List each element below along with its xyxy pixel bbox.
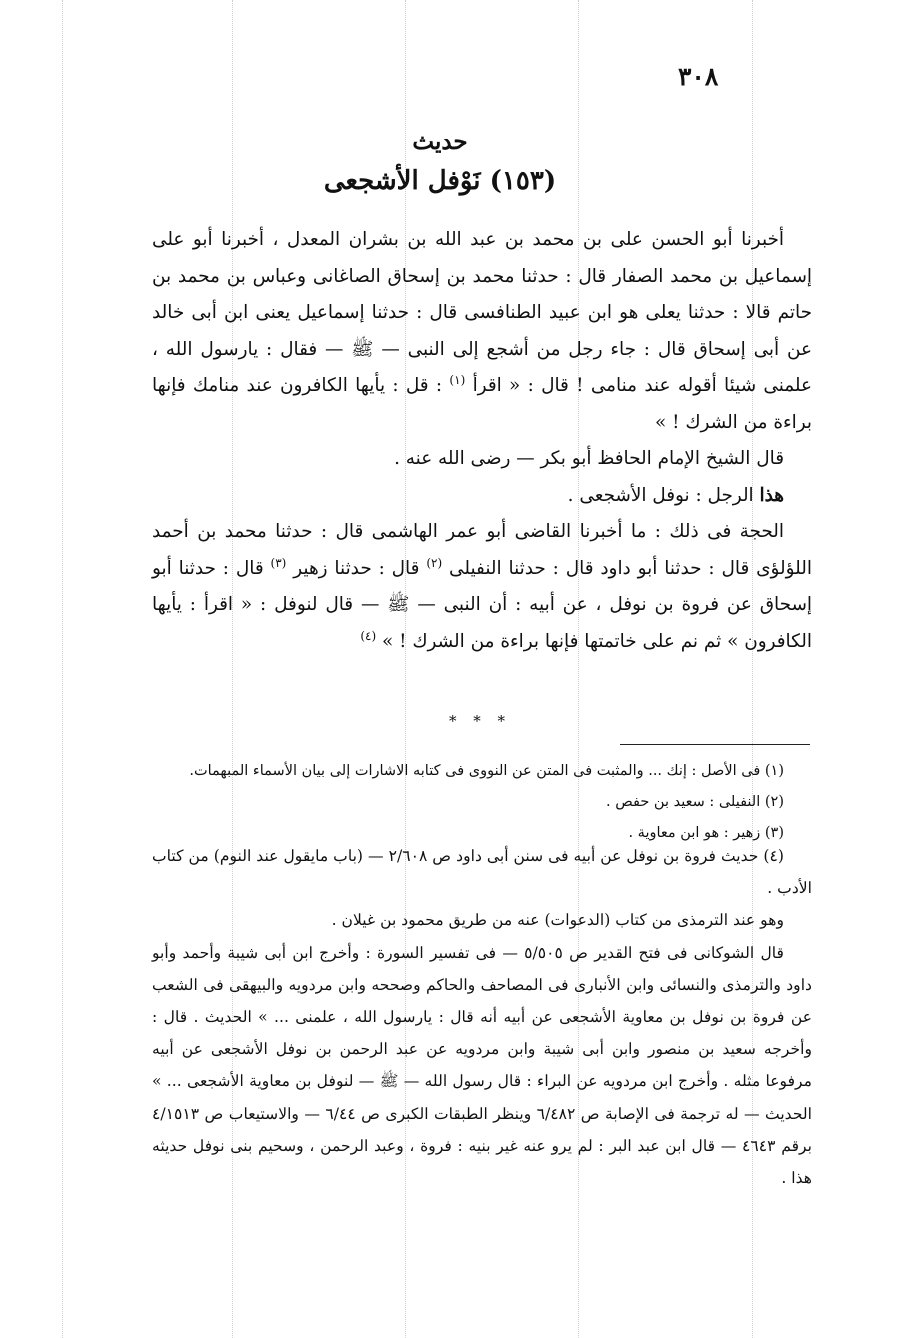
footnote: (٢) النفيلى : سعيد بن حفص .: [606, 794, 784, 810]
scan-guide: [62, 0, 63, 1338]
text: قال الشيخ الإمام الحافظ أبو بكر — رضى الله عنه .: [394, 448, 784, 469]
text: الحجة فى ذلك : ما أخبرنا القاضى أبو عمر الهاشمى قال : حدثنا محمد بن أحمد اللؤلؤى قال : حدثنا أبو داود قال : حدثنا النفيلى: [152, 521, 812, 579]
footnote-continuation: وهو عند الترمذى من كتاب (الدعوات) عنه من طريق محمود بن غيلان .: [331, 911, 784, 930]
footnote: (٤) حديث فروة بن نوفل عن أبيه فى سنن أبى داود ص ٢/٦٠٨ — (باب مايقول عند النوم) من كتاب الأدب .: [152, 847, 812, 898]
paragraph: [152, 222, 812, 441]
footnote: (٣) زهير : هو ابن معاوية .: [628, 825, 784, 841]
section-title: (١٥٣) نَوْفل الأشجعى: [323, 166, 557, 196]
section-label: حديث: [412, 128, 468, 155]
footnote-rule: [620, 744, 810, 745]
paragraph: [152, 514, 812, 660]
text: أخبرنا أبو الحسن على بن محمد بن عبد الله بن بشران المعدل ، أخبرنا أبو على إسماعيل بن محمد الصفار قال : حدثنا محمد بن إسحاق الصاغانى وعباس بن محمد بن حاتم قالا : حدثنا يعلى هو ابن عبيد الطنافسى قال : حدثنا إسماعيل يعنى ابن أبى خالد عن أبى إسحاق قال : جاء رجل من أشجع إلى النبى — ﷺ — فقال : يارسول الله ، علمنى شيئا أقوله عند منامى ! قال : « اقرأ: [152, 229, 812, 396]
page-number: ٣٠٨: [678, 62, 719, 91]
text: الرجل : نوفل الأشجعى .: [567, 484, 754, 506]
text: قال : حدثنا أبو إسحاق عن فروة بن نوفل ، عن أبيه : أن النبى — ﷺ — قال لنوفل : « اقرأ : يأيها الكافرون » ثم نم على خاتمتها فإنها براءة من الشرك ! »: [152, 557, 812, 652]
footnote: (١) فى الأصل : إنك ... والمثبت فى المتن عن النووى فى كتابه الاشارات إلى بيان الأسماء المبهمات.: [189, 763, 784, 779]
paragraph: [152, 478, 812, 515]
footnote-ref: (١): [449, 372, 466, 387]
text: قال : حدثنا زهير: [293, 557, 420, 579]
text-bold: هذا: [759, 484, 784, 506]
separator: * * *: [448, 712, 512, 730]
footnotes-long: [152, 840, 812, 1194]
main-text: [152, 222, 812, 660]
paragraph: [152, 441, 812, 478]
text: : قل : يأيها الكافرون عند منامك فإنها براءة من الشرك ! »: [152, 375, 812, 433]
footnotes-short: [152, 756, 812, 849]
footnote-ref: (٤): [360, 628, 377, 643]
footnote-ref: (٢): [426, 555, 443, 570]
footnote-ref: (٣): [270, 555, 287, 570]
footnote-continuation: قال الشوكانى فى فتح القدير ص ٥/٥٠٥ — فى تفسير السورة : وأخرج ابن أبى شيبة وأحمد وأبو داود والترمذى والنسائى وابن الأنبارى فى المصاحف والحاكم وصححه وابن مردويه والبيهقى فى الشعب عن فروة بن نوفل بن معاوية الأشجعى عن أبيه أنه قال : يارسول الله ، علمنى ... » الحديث . قال : وأخرجه سعيد بن منصور وابن أبى شيبة وابن مردويه عن عبد الرحمن بن نوفل الأشجعى عن أبيه مرفوعا مثله . وأخرج ابن مردويه عن البراء : قال رسول الله — ﷺ — لنوفل بن معاوية الأشجعى ... » الحديث — له ترجمة فى الإصابة ص ٦/٤٨٢ وينظر الطبقات الكبرى ص ٦/٤٤ — والاستيعاب ص ٤/١٥١٣ برقم ٤٦٤٣ — قال ابن عبد البر : لم يرو عنه غير بنيه : فروة ، وعبد الرحمن ، وسحيم بنى نوفل حديثه هذا .: [152, 943, 813, 1188]
